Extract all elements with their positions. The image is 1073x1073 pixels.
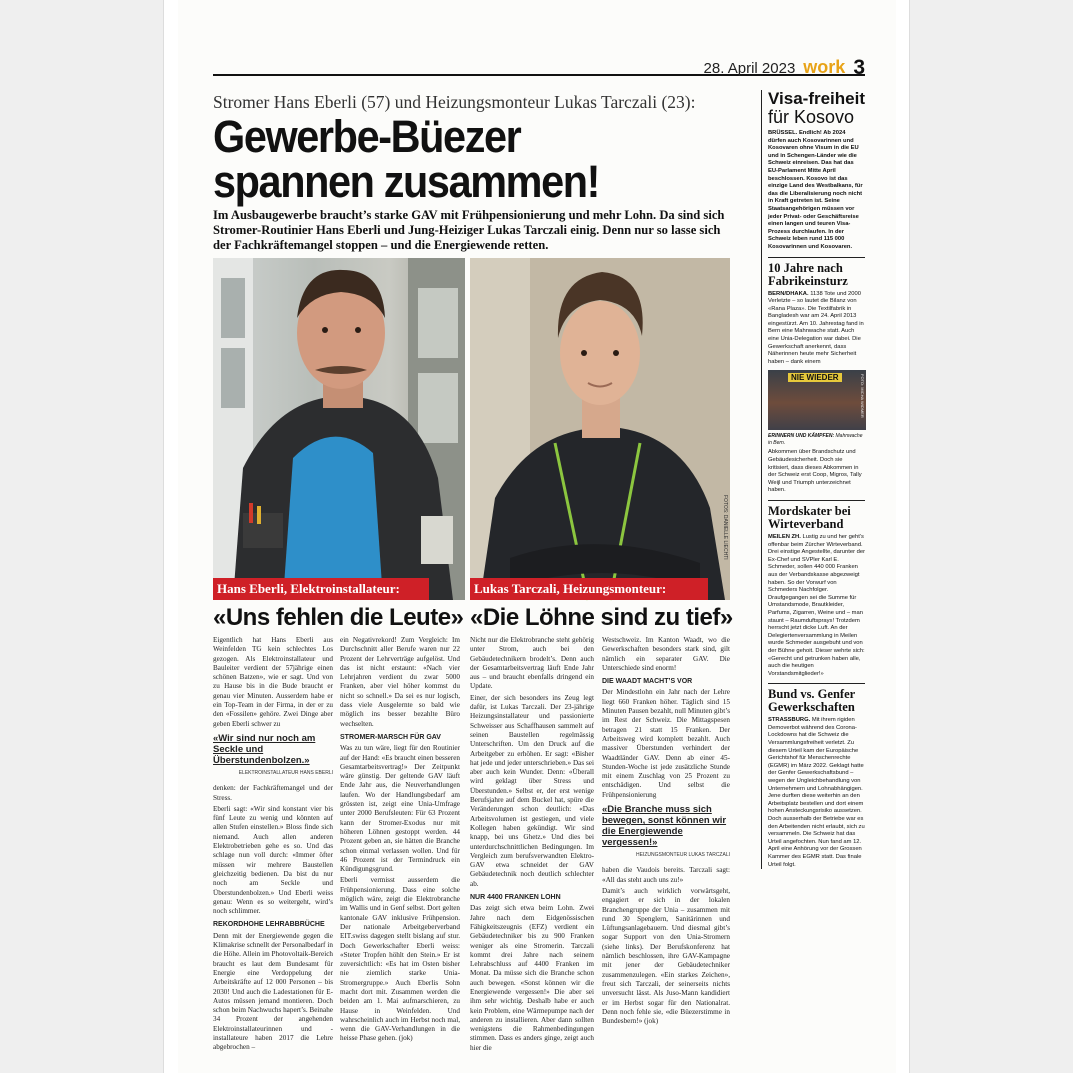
sidebar-rana-title: 10 Jahre nach Fabrikeinsturz xyxy=(768,260,848,288)
portrait-illustration-eberli xyxy=(213,258,465,600)
subhead-stromer-marsch: STROMER-MARSCH FÜR GAV xyxy=(340,733,441,741)
col1-paragraph-3: Eberli sagt: «Wir sind konstant vier bis fünf Leute zu wenig und könnten auf allen Stufen einstellen.» Bloss finde sich niemand. Auch allen anderen Elektrobetrieben gehe es so. Und das schlage nun voll durch: «Immer öfter müssen wir mehrere Baustellen gleichzeitig bedienen. Da bist du nur noch am Seckle und Überstundenbolzen.» Und Eberli weiss genau: Wenn es so weitergeht, wird’s noch schlimmer. xyxy=(213,804,333,916)
brand-logo: work xyxy=(803,57,846,77)
article-column-1 xyxy=(213,636,333,1052)
sidebar-rana-caption-bold: ERINNERN UND KÄMPFEN: xyxy=(768,433,835,440)
sidebar-visa-text: Endlich! Ab 2024 dürfen auch Kosovarinnen und Kosovaren ohne Visum in die EU und in Schengen-Länder wie die Schweiz einreisen. Das hat das EU-Parlament Mitte April beschlossen. Kosovo ist das einzige Land des Westbalkans, für das die Liberalisierung noch nicht in Kraft getreten ist. Seine Staatsangehörigen müssen vor jeder Privat- oder Geschäftsreise einen langen und teuren Visa-Prozess durchlaufen. In der Schweiz leben rund 115 000 Kosovarinnen und Kosovaren. xyxy=(768,130,863,250)
pull-quote-eberli: «Wir sind nur noch am Seckle und Überstundenbolzen.» xyxy=(213,732,316,766)
pull-quote-source-eberli: ELEKTROINSTALLATEUR HANS EBERLI xyxy=(238,769,333,776)
sidebar-rana-caption xyxy=(768,433,865,446)
article-headline xyxy=(213,111,691,207)
sidebar-divider xyxy=(768,500,865,501)
subhead-lohn: NUR 4400 FRANKEN LOHN xyxy=(470,894,561,902)
sidebar-rana-text: 1138 Tote und 2000 Verletzte – so lautet die Bilanz von «Rana Plaza». Die Textilfabrik in Bangladesh war am 24. April 2013 eingestürzt. Am 10. Jahrestag fand in Bern eine Mahnwache statt. Auch eine Unia-Delegation war dabei. Die Gewerkschaft anerkennt, dass Näherinnen heute mehr Sicherheit haben – dank einem xyxy=(768,290,864,365)
sidebar-bund-body xyxy=(768,717,865,869)
sidebar-bund-text: Mit ihrem rigiden Demoverbot während des Corona-Lockdowns hat die Schweiz die Versammlungsfreiheit verletzt. Zu diesem Urteil kam der Europäische Gerichtshof für Menschenrechte (EGMR) im März 2022. Geklagt hatte der Genfer Gewerkschaftsbund – wegen der Ungleichbehandlung von Unternehmern und Lohnabhängigen. Jene durften diese weiterhin an den Arbeitsplatz bestellen und dort einem hohen Ansteckungsrisiko aussetzen. Doch ausserhalb der Betriebe war es den Arbeitenden nicht erlaubt, sich zu versammeln. Die Schweiz hat das Urteil angefochten. Nun fand am 12. April eine Anhörung vor der Grossen Kammer des EGMR statt. Das finale Urteil folgt. xyxy=(768,717,865,868)
photo-lukas-tarczali xyxy=(470,258,730,600)
sidebar-mord-place: MEILEN ZH. xyxy=(768,534,801,540)
headline-line-2: spannen zusammen! xyxy=(213,156,600,207)
headline-line-1: Gewerbe-Büezer xyxy=(213,111,521,162)
col1-paragraph-2: denken: der Fachkräftemangel und der Stress. xyxy=(213,784,333,802)
article-kicker: Stromer Hans Eberli (57) und Heizungsmonteur Lukas Tarczali (23): xyxy=(213,92,696,112)
sidebar-visa-title: Visa-freiheit xyxy=(768,89,866,108)
quote-right: «Die Löhne sind zu tief» xyxy=(470,604,733,631)
sidebar-mord-title: Mordskater bei Wirteverband xyxy=(768,504,851,531)
photo-credit: FOTOS: DANIELLE LIECHTI xyxy=(722,495,728,560)
col3-paragraph-2: Einer, der sich besonders ins Zeug legt dafür, ist Lukas Tarczali. Der 23-jährige Heizungsinstallateur und passionierte Schweisser aus Schaffhausen sammelt auf seinen Baustellen regelmässig Unterschriften. Um den Druck auf die Arbeitgeber zu erhöhen. Er sagt: «Bisher hat jede und jeder unterschrieben.» Das sei aber auch kein Wunder. Denn: «Überall wird geklagt über Stress und Überstunden.» Selbst er, der erst wenige Berufsjahre auf dem Buckel hat, spüre die Veränderungen schon deutlich: «Das Arbeitsvolumen ist gestiegen, und viele Kollegen haben gekündigt. Wir sind knapp, bei uns Ghetz.» Und dies bei unterdurchschnittlichen Bedingungen. Im Vergleich zum berufsverwandten Elektro-GAV etwa schneidet der GAV Gebäudetechnik noch deutlich schlechter ab. xyxy=(470,693,594,888)
col2-paragraph-3: Eberli vermisst ausserdem die Frühpensionierung. Dass eine solche möglich wäre, zeigt die Elektrobranche im Wallis und in Genf selbst. Dort gelten kantonale GAV inklusive Frühpension. Der nationale Arbeitgeberverband EIT.swiss dagegen stellt bislang auf stur. Doch Gewerkschafter Eberli weiss: «Steter Tropfen höhlt den Stein.» Er ist zuversichtlich: «Es hat im Osten bisher nie ziemlich starke Unia-Stromergruppe.» Auch Eberlis Sohn macht dort mit. Zusammen werden die beiden am 1. Mai aufmarschieren, zu Hause in Weinfelden. Und wahrscheinlich auch im Herbst noch mal, wenn die GAV-Verhandlungen in die heisse Phase gehen. (jok) xyxy=(340,876,460,1043)
col1-paragraph-4: Denn mit der Energiewende gegen die Klimakrise schnellt der Personalbedarf in die Höhe. Allein im Photovoltaik-Bereich braucht es laut dem Bundesamt für Energie eine Verdoppelung der Arbeitskräfte auf 12 000 Personen – bis 2030! Und auch die Ladestationen für E-Autos müssen jemand montieren. Doch schon beim Nachwuchs hapert’s. Beinahe 34 Prozent der angehenden Elektroinstallateurinnen und -installateure haben 2017 die Lehre abgebrochen – xyxy=(213,931,333,1052)
sidebar-rana-photo xyxy=(768,370,866,430)
pull-quote-source-tarczali: HEIZUNGSMONTEUR LUKAS TARCZALI xyxy=(636,852,730,859)
photo-caption-tarczali: Lukas Tarczali, Heizungsmonteur: xyxy=(470,578,708,600)
col4-paragraph-3: haben die Vaudois bereits. Tarczali sagt: «All das steht auch uns zu!» xyxy=(602,866,730,884)
sidebar-divider xyxy=(768,257,865,258)
page-number: 3 xyxy=(853,56,865,79)
photo-caption-eberli: Hans Eberli, Elektroinstallateur: xyxy=(213,578,429,600)
news-sidebar xyxy=(761,90,865,869)
col2-paragraph-1: ein Negativrekord! Zum Vergleich: Im Durchschnitt aller Berufe waren nur 22 Prozent der Lehrverträge aufgelöst. Und das ist nicht erstaunt: «Nach vier Lehrjahren verdient du zwar 5000 Franken, aber viel höher kommst du nicht so schnell.» Da sei es nur logisch, dass viele Ausgelernte so bald wie möglich ins besser bezahlte Büro wechselten. xyxy=(340,636,460,728)
issue-date: 28. April 2023 xyxy=(703,60,796,77)
subhead-waadt: DIE WAADT MACHT’S VOR xyxy=(602,678,693,686)
newspaper-page xyxy=(163,0,910,1073)
article-column-2 xyxy=(340,636,460,1043)
sidebar-mord-body xyxy=(768,534,865,678)
col4-paragraph-4: Damit’s auch wirklich vorwärtsgeht, engagiert er sich in der lokalen Branchengruppe der Unia – zusammen mit rund 30 Spenglern, Sanitärinnen und Lüftungsanlagebauern. Und diesmal gibt’s sogar Support von den Unia-Stromern (siehe links). Der Berufskonferenz hat nämlich beschlossen, ihre GAV-Kampagne mit jener der Gebäudetechniker zusammenzulegen. «Ein starkes Zeichen», freut sich Tarczali, der seinerseits nichts unversucht lässt. Als Juso-Mann kandidiert er im Herbst sogar für den Nationalrat. Denn noch fehle sie, «die Büezerstimme in Bundesbern!» (jok) xyxy=(602,886,730,1026)
col3-paragraph-1: Nicht nur die Elektrobranche steht gehörig unter Strom, auch bei den Gebäudetechnikern brodelt’s. Denn auch der Gesamtarbeitsvertrag läuft Ende Jahr aus – und braucht ebenfalls dringend ein Update. xyxy=(470,636,594,691)
page-header xyxy=(213,52,865,79)
sidebar-visa-place: BRÜSSEL. xyxy=(768,130,798,136)
pull-quote-tarczali: «Die Branche muss sich bewegen, sonst können wir die Energiewende vergessen!» xyxy=(602,804,727,849)
sidebar-rana-caption-text: Mahnwache in Bern. xyxy=(768,433,863,446)
sidebar-visa-subtitle: für Kosovo xyxy=(768,107,855,127)
sidebar-visa-body xyxy=(768,130,865,252)
sidebar-bund-place: STRASSBURG. xyxy=(768,717,811,724)
article-lead: Im Ausbaugewerbe braucht’s starke GAV mit Frühpensionierung und mehr Lohn. Da sind sich Stromer-Routinier Hans Eberli und Jung-Heiziger Lukas Tarczali einig. Denn nur so lasse sich der Fachkräftemangel stoppen – und die Energiewende retten. xyxy=(213,208,725,252)
col2-paragraph-2: Was zu tun wäre, liegt für den Routinier auf der Hand: «Es braucht einen besseren Gesamtarbeitsvertrag!» Der Zeitpunkt wäre günstig. Der geltende GAV läuft Ende Jahr aus, die Neuverhandlungen laufen. Wo der Handlungsbedarf am grössten ist, zeigt eine Unia-Umfrage unter 2000 Berufsleuten: Für 63 Prozent kann der Stromer-Exodus nur mit höheren Löhnen gestoppt werden. 44 Prozent geben an, sie hätten die Branche schon einmal verlassen wollen. Und für 46 Prozent ist der Termindruck ein Kündigungsgrund. xyxy=(340,744,460,874)
portrait-illustration-tarczali xyxy=(470,258,730,600)
article-column-3 xyxy=(470,636,594,1052)
subhead-rekordhohe: REKORDHOHE LEHRABBRÜCHE xyxy=(213,921,325,929)
sidebar-rana-body-2: Abkommen über Brandschutz und Gebäudesicherheit. Doch sie kritisiert, dass dieses Abkommen in der Schweiz erst Coop, Migros, Tally Weijl und Triumph unterzeichnet haben. xyxy=(768,449,862,494)
photo-hans-eberli xyxy=(213,258,465,600)
col3-paragraph-3: Das zeigt sich etwa beim Lohn. Zwei Jahre nach dem Eidgenössischen Fähigkeitszeugnis (EFZ) verdient ein Gebäudetechniker bis zu 900 Franken weniger als eine Stromerin. Tarczali kommt drei Jahre nach seinem Lehrabschluss auf 4400 Franken im Monat. Da müsse sich die Branche schon auch bewegen. «Sonst können wir die Energiewende vergessen!» Die aber sei ihm sehr wichtig. Deshalb habe er auch kein Problem, eine Wärmepumpe nach der anderen zu installieren. Aber dann sollten wenigstens die Rahmenbedingungen stimmen. Dass es anders ginge, zeigt auch hier die xyxy=(470,904,594,1052)
sidebar-rana-body xyxy=(768,291,865,367)
page-content xyxy=(178,0,896,1073)
protest-banner: NIE WIEDER xyxy=(788,373,842,382)
sidebar-mord-text: Lustig zu und her geht’s offenbar beim Zürcher Wirteverband. Drei einstige Angestellte, darunter der Ex-Chef und SVPler Karl E. Schmeder, sollen 440 000 Franken aus der Verbandskasse abgezweigt haben. So der Vorwurf von Schmeders Nachfolger. Draufgegangen sei die Summe für Umstandsmode, Brautkleider, Parfums, Zigarren, Weine und – man staunt – Raumduftsprays! Trotzdem herrscht jetzt dicke Luft. An der Delegiertenversammlung in Meilen wurde Schmeder ausgebuht und von der Bühne gehoit. Dieser wehrte sich: «Gerecht und getrunken haben alle, auch die heutigen Vorstandsmitglieder!» xyxy=(768,534,865,677)
article-column-4 xyxy=(602,636,730,1036)
sidebar-bund-title: Bund vs. Genfer Gewerkschaften xyxy=(768,687,855,715)
sidebar-photo-credit: FOTO: MICHA WIDMER xyxy=(860,374,865,419)
sidebar-divider xyxy=(768,683,865,684)
col1-paragraph-1: Eigentlich hat Hans Eberli aus Weinfelden TG kein schlechtes Los gezogen. Als Elektroinstallateur und Bauleiter verdient der 57jährige einen schönen Batzen», wie er sagt. Und von zu Hause bis in die Bude braucht er genau vier Minuten. Ausserdem habe er ein Top-Team in der Firma, in der er zu den «Fossilen» gehöre. Zwei Dinge aber geben Eberli schwer zu xyxy=(213,636,333,728)
col4-paragraph-1: Westschweiz. Im Kanton Waadt, wo die Gewerkschaften besonders stark sind, gilt nämlich ein separater GAV. Die Unterschiede sind enorm! xyxy=(602,636,730,672)
quote-left: «Uns fehlen die Leute» xyxy=(213,604,464,631)
col4-paragraph-2: Der Mindestlohn ein Jahr nach der Lehre liegt 660 Franken höher. Täglich sind 15 Minuten Pausen bezahlt, null Minuten gibt’s im Rest der Schweiz. Die Mittagspesen betragen 21 statt 15 Franken. Der Arbeitsweg wird komplett bezahlt. Auch massiver Überstunden verhindert der Waadtländer GAV. Denn ab einer 45-Stunden-Woche ist jede zusätzliche Stunde mit einem Zuschlag von 25 Prozent zu entschädigen. Und selbst die Frühpensionierung xyxy=(602,688,730,799)
sidebar-rana-place: BERN/DHAKA. xyxy=(768,290,809,297)
